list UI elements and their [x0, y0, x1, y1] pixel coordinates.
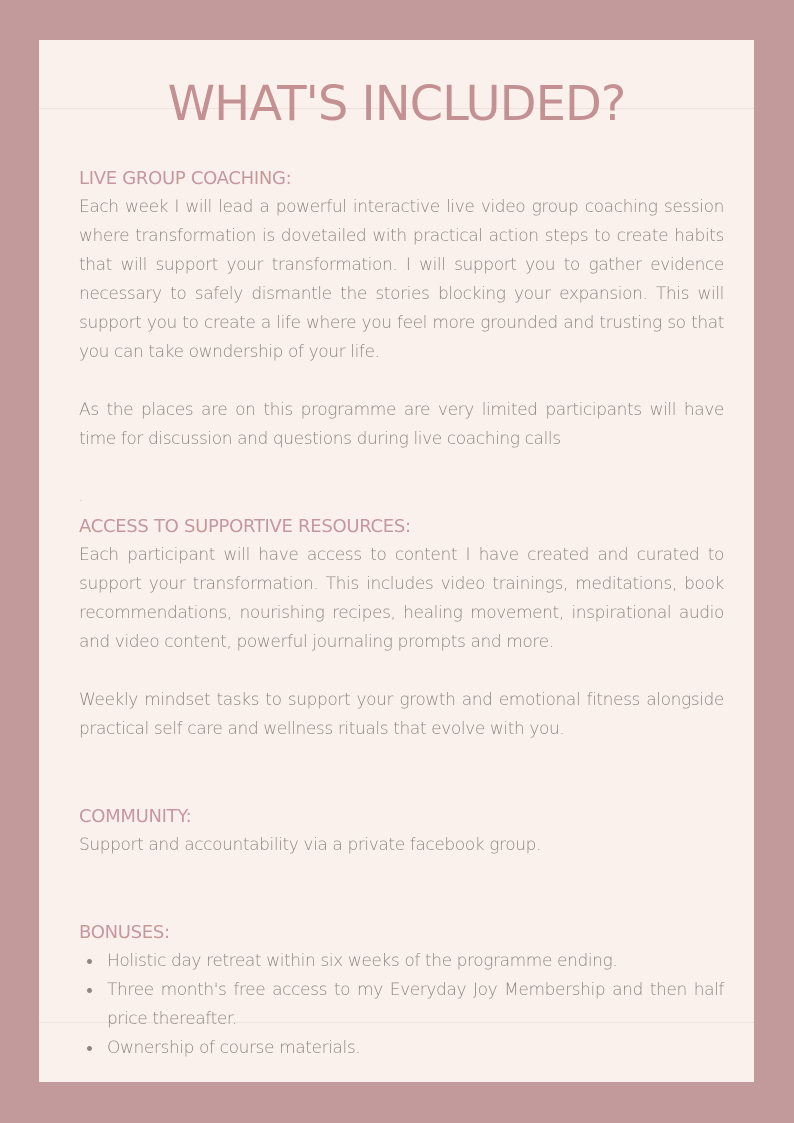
paragraph: Weekly mindset tasks to support your growth and emotional fitness alongside practical self care and wellness rituals that evolve with you. [79, 690, 724, 739]
paragraph: Support and accountability via a private facebook group. [79, 835, 542, 855]
content-card [39, 40, 754, 1082]
section-bonuses [79, 918, 724, 1063]
section-heading: BONUSES: [79, 922, 170, 943]
section-community [79, 802, 724, 918]
paragraph: As the places are on this programme are very limited participants will have time for discussion and questions during live coaching calls [79, 400, 724, 449]
section-live-group-coaching [79, 164, 724, 512]
page-title: WHAT'S INCLUDED? [167, 76, 626, 132]
stray-period: . [79, 490, 83, 504]
list-item: Ownership of course materials. [107, 1034, 724, 1063]
section-heading: LIVE GROUP COACHING: [79, 168, 292, 189]
section-heading: ACCESS TO SUPPORTIVE RESOURCES: [79, 516, 411, 537]
list-item: Three month's free access to my Everyday Joy Membership and then half price thereafter. [107, 976, 724, 1034]
paragraph: Each week I will lead a powerful interactive live video group coaching session where transformation is dovetailed with practical action steps to create habits that will support your transformation. I will support you to gather evidence necessary to safely dismantle the stories blocking your expansion. This will support you to create a life where you feel more grounded and trusting so that you can take owndership of your life. [79, 197, 724, 362]
paragraph: Each participant will have access to content I have created and curated to support your transformation. This includes video trainings, meditations, book recommendations, nourishing recipes, healing movement, inspirational audio and video content, powerful journaling prompts and more. [79, 545, 724, 652]
section-heading: COMMUNITY: [79, 806, 192, 827]
page-content [79, 164, 724, 1063]
section-supportive-resources [79, 512, 724, 802]
bonus-list [79, 947, 724, 1063]
list-item: Holistic day retreat within six weeks of the programme ending. [107, 947, 724, 976]
